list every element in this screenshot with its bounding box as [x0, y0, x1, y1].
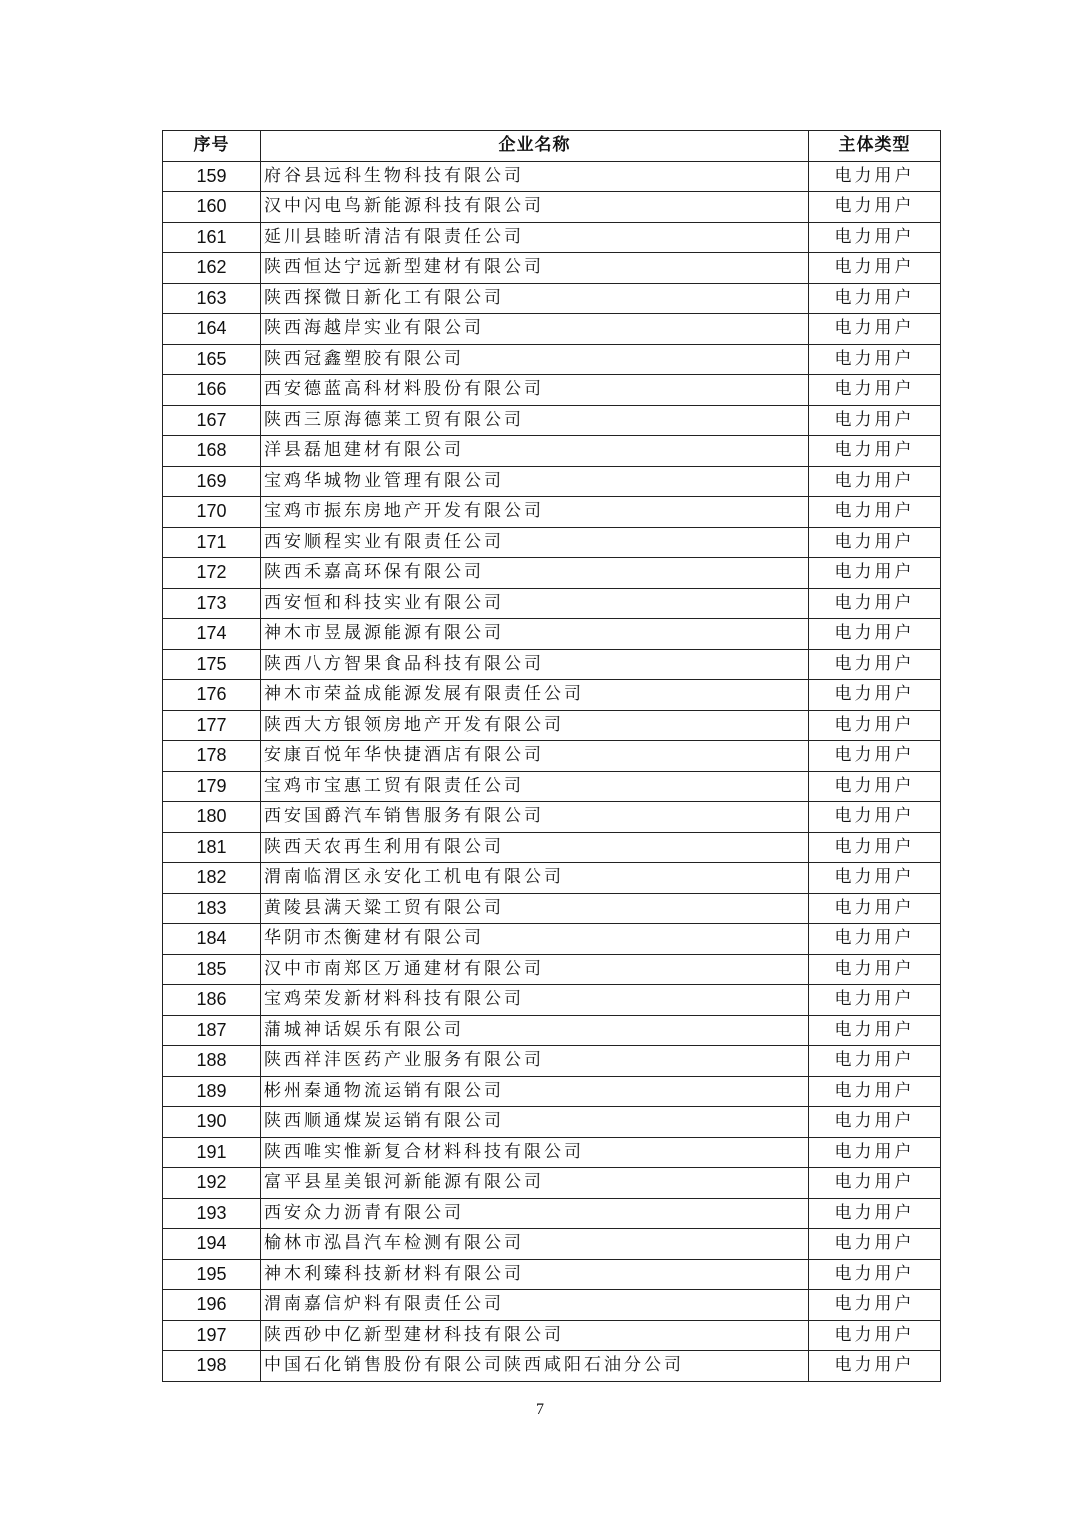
row-index: 173 — [163, 588, 261, 619]
row-entity-type: 电力用户 — [809, 344, 941, 375]
row-enterprise-name: 陕西恒达宁远新型建材有限公司 — [261, 253, 809, 284]
row-enterprise-name: 西安顺程实业有限责任公司 — [261, 527, 809, 558]
row-entity-type: 电力用户 — [809, 1198, 941, 1229]
row-entity-type: 电力用户 — [809, 558, 941, 589]
table-row — [163, 985, 941, 1016]
table-row — [163, 1351, 941, 1382]
row-enterprise-name: 陕西唯实惟新复合材料科技有限公司 — [261, 1137, 809, 1168]
row-index: 176 — [163, 680, 261, 711]
table-row — [163, 1137, 941, 1168]
row-enterprise-name: 陕西顺通煤炭运销有限公司 — [261, 1107, 809, 1138]
row-index: 169 — [163, 466, 261, 497]
row-entity-type: 电力用户 — [809, 161, 941, 192]
table-row — [163, 558, 941, 589]
table-row — [163, 466, 941, 497]
table-row — [163, 375, 941, 406]
row-enterprise-name: 陕西冠鑫塑胶有限公司 — [261, 344, 809, 375]
table-row — [163, 771, 941, 802]
table-row — [163, 802, 941, 833]
row-enterprise-name: 陕西三原海德莱工贸有限公司 — [261, 405, 809, 436]
row-entity-type: 电力用户 — [809, 283, 941, 314]
row-enterprise-name: 延川县睦昕清洁有限责任公司 — [261, 222, 809, 253]
row-entity-type: 电力用户 — [809, 1076, 941, 1107]
row-entity-type: 电力用户 — [809, 802, 941, 833]
row-enterprise-name: 黄陵县满天粱工贸有限公司 — [261, 893, 809, 924]
row-index: 164 — [163, 314, 261, 345]
row-entity-type: 电力用户 — [809, 1107, 941, 1138]
row-index: 174 — [163, 619, 261, 650]
row-enterprise-name: 宝鸡荣发新材料科技有限公司 — [261, 985, 809, 1016]
row-entity-type: 电力用户 — [809, 985, 941, 1016]
row-entity-type: 电力用户 — [809, 893, 941, 924]
row-index: 193 — [163, 1198, 261, 1229]
header-type: 主体类型 — [809, 131, 941, 162]
row-index: 184 — [163, 924, 261, 955]
table-row — [163, 832, 941, 863]
table-row — [163, 1198, 941, 1229]
table-row — [163, 924, 941, 955]
row-index: 160 — [163, 192, 261, 223]
row-index: 198 — [163, 1351, 261, 1382]
row-index: 177 — [163, 710, 261, 741]
header-index: 序号 — [163, 131, 261, 162]
row-entity-type: 电力用户 — [809, 771, 941, 802]
row-index: 180 — [163, 802, 261, 833]
row-enterprise-name: 宝鸡华城物业管理有限公司 — [261, 466, 809, 497]
row-entity-type: 电力用户 — [809, 314, 941, 345]
row-enterprise-name: 神木市荣益成能源发展有限责任公司 — [261, 680, 809, 711]
table-row — [163, 1168, 941, 1199]
table-row — [163, 1107, 941, 1138]
row-enterprise-name: 西安德蓝高科材料股份有限公司 — [261, 375, 809, 406]
table-row — [163, 161, 941, 192]
row-entity-type: 电力用户 — [809, 222, 941, 253]
row-enterprise-name: 神木市昱晟源能源有限公司 — [261, 619, 809, 650]
table-row — [163, 192, 941, 223]
row-index: 172 — [163, 558, 261, 589]
row-entity-type: 电力用户 — [809, 375, 941, 406]
row-entity-type: 电力用户 — [809, 405, 941, 436]
table-row — [163, 405, 941, 436]
row-entity-type: 电力用户 — [809, 1351, 941, 1382]
row-entity-type: 电力用户 — [809, 497, 941, 528]
row-index: 168 — [163, 436, 261, 467]
table-row — [163, 710, 941, 741]
row-entity-type: 电力用户 — [809, 619, 941, 650]
row-enterprise-name: 洋县磊旭建材有限公司 — [261, 436, 809, 467]
row-entity-type: 电力用户 — [809, 1046, 941, 1077]
row-enterprise-name: 西安恒和科技实业有限公司 — [261, 588, 809, 619]
row-index: 197 — [163, 1320, 261, 1351]
row-enterprise-name: 渭南临渭区永安化工机电有限公司 — [261, 863, 809, 894]
row-enterprise-name: 府谷县远科生物科技有限公司 — [261, 161, 809, 192]
row-enterprise-name: 陕西大方银领房地产开发有限公司 — [261, 710, 809, 741]
row-enterprise-name: 华阴市杰衡建材有限公司 — [261, 924, 809, 955]
table-row — [163, 344, 941, 375]
row-entity-type: 电力用户 — [809, 192, 941, 223]
row-index: 188 — [163, 1046, 261, 1077]
row-enterprise-name: 陕西探微日新化工有限公司 — [261, 283, 809, 314]
row-entity-type: 电力用户 — [809, 527, 941, 558]
row-index: 192 — [163, 1168, 261, 1199]
row-index: 179 — [163, 771, 261, 802]
table-row — [163, 863, 941, 894]
table-row — [163, 497, 941, 528]
row-index: 186 — [163, 985, 261, 1016]
table-row — [163, 588, 941, 619]
row-index: 178 — [163, 741, 261, 772]
row-index: 159 — [163, 161, 261, 192]
table-body — [163, 161, 941, 1381]
row-index: 195 — [163, 1259, 261, 1290]
header-name: 企业名称 — [261, 131, 809, 162]
row-enterprise-name: 汉中市南郑区万通建材有限公司 — [261, 954, 809, 985]
row-index: 165 — [163, 344, 261, 375]
table-row — [163, 1046, 941, 1077]
table-row — [163, 1290, 941, 1321]
table-row — [163, 222, 941, 253]
row-entity-type: 电力用户 — [809, 710, 941, 741]
row-entity-type: 电力用户 — [809, 588, 941, 619]
row-entity-type: 电力用户 — [809, 1320, 941, 1351]
table-row — [163, 741, 941, 772]
row-entity-type: 电力用户 — [809, 924, 941, 955]
table-header-row — [163, 131, 941, 162]
row-index: 163 — [163, 283, 261, 314]
row-index: 167 — [163, 405, 261, 436]
row-entity-type: 电力用户 — [809, 1229, 941, 1260]
row-enterprise-name: 蒲城神话娱乐有限公司 — [261, 1015, 809, 1046]
row-index: 190 — [163, 1107, 261, 1138]
row-enterprise-name: 富平县星美银河新能源有限公司 — [261, 1168, 809, 1199]
row-enterprise-name: 中国石化销售股份有限公司陕西咸阳石油分公司 — [261, 1351, 809, 1382]
row-index: 166 — [163, 375, 261, 406]
row-enterprise-name: 汉中闪电鸟新能源科技有限公司 — [261, 192, 809, 223]
row-entity-type: 电力用户 — [809, 466, 941, 497]
row-index: 182 — [163, 863, 261, 894]
row-entity-type: 电力用户 — [809, 863, 941, 894]
row-index: 196 — [163, 1290, 261, 1321]
row-index: 175 — [163, 649, 261, 680]
table-row — [163, 283, 941, 314]
table-row — [163, 1259, 941, 1290]
table-row — [163, 680, 941, 711]
row-enterprise-name: 宝鸡市振东房地产开发有限公司 — [261, 497, 809, 528]
row-index: 185 — [163, 954, 261, 985]
table-row — [163, 253, 941, 284]
row-enterprise-name: 宝鸡市宝惠工贸有限责任公司 — [261, 771, 809, 802]
table-row — [163, 1229, 941, 1260]
table-row — [163, 1076, 941, 1107]
row-index: 191 — [163, 1137, 261, 1168]
row-enterprise-name: 榆林市泓昌汽车检测有限公司 — [261, 1229, 809, 1260]
table-row — [163, 954, 941, 985]
table-row — [163, 619, 941, 650]
row-enterprise-name: 陕西天农再生利用有限公司 — [261, 832, 809, 863]
row-index: 170 — [163, 497, 261, 528]
row-index: 171 — [163, 527, 261, 558]
row-enterprise-name: 彬州秦通物流运销有限公司 — [261, 1076, 809, 1107]
table-row — [163, 527, 941, 558]
row-enterprise-name: 渭南嘉信炉料有限责任公司 — [261, 1290, 809, 1321]
row-enterprise-name: 陕西海越岸实业有限公司 — [261, 314, 809, 345]
enterprise-table — [162, 130, 941, 1382]
row-enterprise-name: 西安国爵汽车销售服务有限公司 — [261, 802, 809, 833]
table-row — [163, 649, 941, 680]
row-entity-type: 电力用户 — [809, 649, 941, 680]
row-enterprise-name: 安康百悦年华快捷酒店有限公司 — [261, 741, 809, 772]
page-number: 7 — [536, 1401, 544, 1418]
row-entity-type: 电力用户 — [809, 1015, 941, 1046]
row-index: 187 — [163, 1015, 261, 1046]
row-entity-type: 电力用户 — [809, 1168, 941, 1199]
row-enterprise-name: 陕西祥沣医药产业服务有限公司 — [261, 1046, 809, 1077]
row-enterprise-name: 陕西八方智果食品科技有限公司 — [261, 649, 809, 680]
row-entity-type: 电力用户 — [809, 741, 941, 772]
table-row — [163, 1320, 941, 1351]
row-index: 189 — [163, 1076, 261, 1107]
row-index: 194 — [163, 1229, 261, 1260]
row-entity-type: 电力用户 — [809, 1290, 941, 1321]
row-entity-type: 电力用户 — [809, 1137, 941, 1168]
row-index: 162 — [163, 253, 261, 284]
row-entity-type: 电力用户 — [809, 680, 941, 711]
row-enterprise-name: 陕西砂中亿新型建材科技有限公司 — [261, 1320, 809, 1351]
table-row — [163, 1015, 941, 1046]
row-entity-type: 电力用户 — [809, 954, 941, 985]
table-row — [163, 436, 941, 467]
row-entity-type: 电力用户 — [809, 1259, 941, 1290]
row-index: 183 — [163, 893, 261, 924]
row-entity-type: 电力用户 — [809, 253, 941, 284]
row-index: 181 — [163, 832, 261, 863]
row-enterprise-name: 陕西禾嘉高环保有限公司 — [261, 558, 809, 589]
row-entity-type: 电力用户 — [809, 832, 941, 863]
row-index: 161 — [163, 222, 261, 253]
row-enterprise-name: 西安众力沥青有限公司 — [261, 1198, 809, 1229]
row-enterprise-name: 神木利臻科技新材料有限公司 — [261, 1259, 809, 1290]
table-row — [163, 893, 941, 924]
row-entity-type: 电力用户 — [809, 436, 941, 467]
table-row — [163, 314, 941, 345]
